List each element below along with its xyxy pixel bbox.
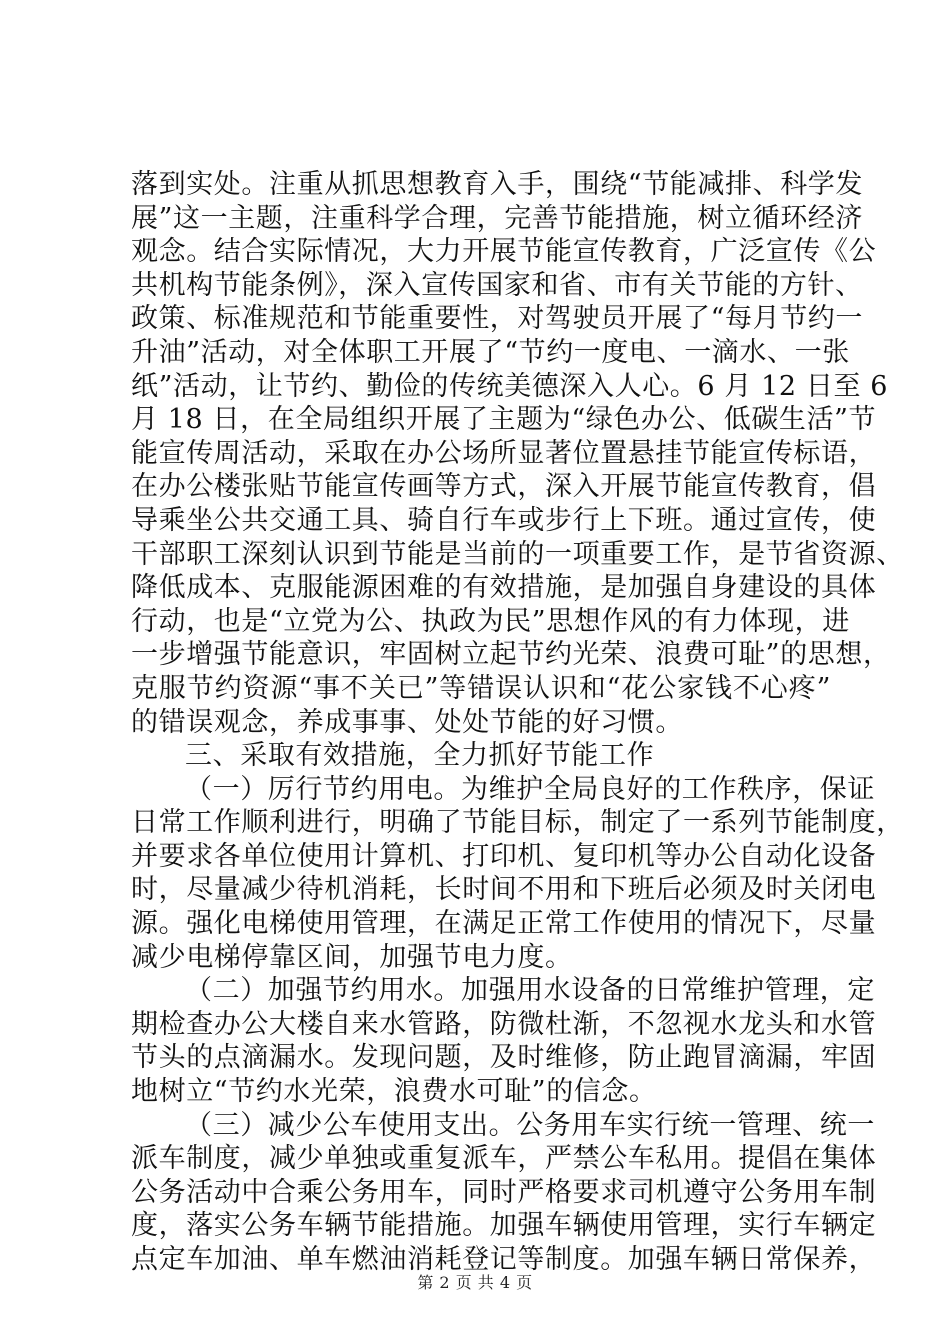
text-line: 导乘坐公共交通工具、骑自行车或步行上下班。通过宣传，使 <box>131 504 877 536</box>
text-line: （二）加强节约用水。加强用水设备的日常维护管理，定 <box>185 975 875 1007</box>
text-line: 时，尽量减少待机消耗，长时间不用和下班后必须及时关闭电 <box>131 874 877 906</box>
text-line: 月 18 日，在全局组织开展了主题为“绿色办公、低碳生活”节 <box>131 404 877 436</box>
text-line: 公务活动中合乘公务用车，同时严格要求司机遵守公务用车制 <box>131 1176 877 1208</box>
text-line: 纸”活动，让节约、勤俭的传统美德深入人心。6 月 12 日至 6 <box>131 370 889 402</box>
body-text <box>131 168 904 1277</box>
text-line: 源。强化电梯使用管理，在满足正常工作使用的情况下，尽量 <box>131 908 877 940</box>
text-line: 在办公楼张贴节能宣传画等方式，深入开展节能宣传教育，倡 <box>131 471 877 503</box>
text-line: （一）厉行节约用电。为维护全局良好的工作秩序，保证 <box>185 773 875 805</box>
text-line: （三）减少公车使用支出。公务用车实行统一管理、统一 <box>185 1109 875 1141</box>
text-line: 期检查办公大楼自来水管路，防微杜渐，不忽视水龙头和水管 <box>131 1008 877 1040</box>
page-number-footer: 第 2 页 共 4 页 <box>417 1273 533 1292</box>
text-line: 政策、标准规范和节能重要性，对驾驶员开展了“每月节约一 <box>131 303 864 335</box>
text-line: 一步增强节能意识，牢固树立起节约光荣、浪费可耻”的思想， <box>131 639 891 671</box>
text-line: 的错误观念，养成事事、处处节能的好习惯。 <box>131 706 683 738</box>
text-line: 并要求各单位使用计算机、打印机、复印机等办公自动化设备 <box>131 840 877 872</box>
text-line: 克服节约资源“事不关已”等错误认识和“花公家钱不心疼” <box>131 672 831 704</box>
text-line: 展”这一主题，注重科学合理，完善节能措施，树立循环经济 <box>131 202 864 234</box>
text-line: 观念。结合实际情况，大力开展节能宣传教育，广泛宣传《公 <box>131 236 877 268</box>
text-line: 降低成本、克服能源困难的有效措施，是加强自身建设的具体 <box>131 572 877 604</box>
text-line: 落到实处。注重从抓思想教育入手，围绕“节能减排、科学发 <box>131 169 864 200</box>
text-line: 升油”活动，对全体职工开展了“节约一度电、一滴水、一张 <box>131 336 850 368</box>
text-line: 干部职工深刻认识到节能是当前的一项重要工作，是节省资源、 <box>131 538 904 570</box>
text-line: 地树立“节约水光荣，浪费水可耻”的信念。 <box>131 1076 657 1108</box>
section-heading: 三、采取有效措施，全力抓好节能工作 <box>185 740 655 772</box>
text-line: 日常工作顺利进行，明确了节能目标，制定了一系列节能制度， <box>131 807 904 839</box>
text-line: 共机构节能条例》，深入宣传国家和省、市有关节能的方针、 <box>131 269 863 301</box>
text-line: 点定车加油、单车燃油消耗登记等制度。加强车辆日常保养， <box>131 1244 877 1275</box>
text-line: 能宣传周活动，采取在办公场所显著位置悬挂节能宣传标语， <box>131 437 877 469</box>
text-line: 减少电梯停靠区间，加强节电力度。 <box>131 941 573 973</box>
text-line: 行动，也是“立党为公、执政为民”思想作风的有力体现，进 <box>131 605 850 637</box>
text-line: 派车制度，减少单独或重复派车，严禁公车私用。提倡在集体 <box>131 1143 877 1175</box>
text-line: 度，落实公务车辆节能措施。加强车辆使用管理，实行车辆定 <box>131 1210 877 1242</box>
text-line: 节头的点滴漏水。发现问题，及时维修，防止跑冒滴漏，牢固 <box>131 1042 877 1074</box>
